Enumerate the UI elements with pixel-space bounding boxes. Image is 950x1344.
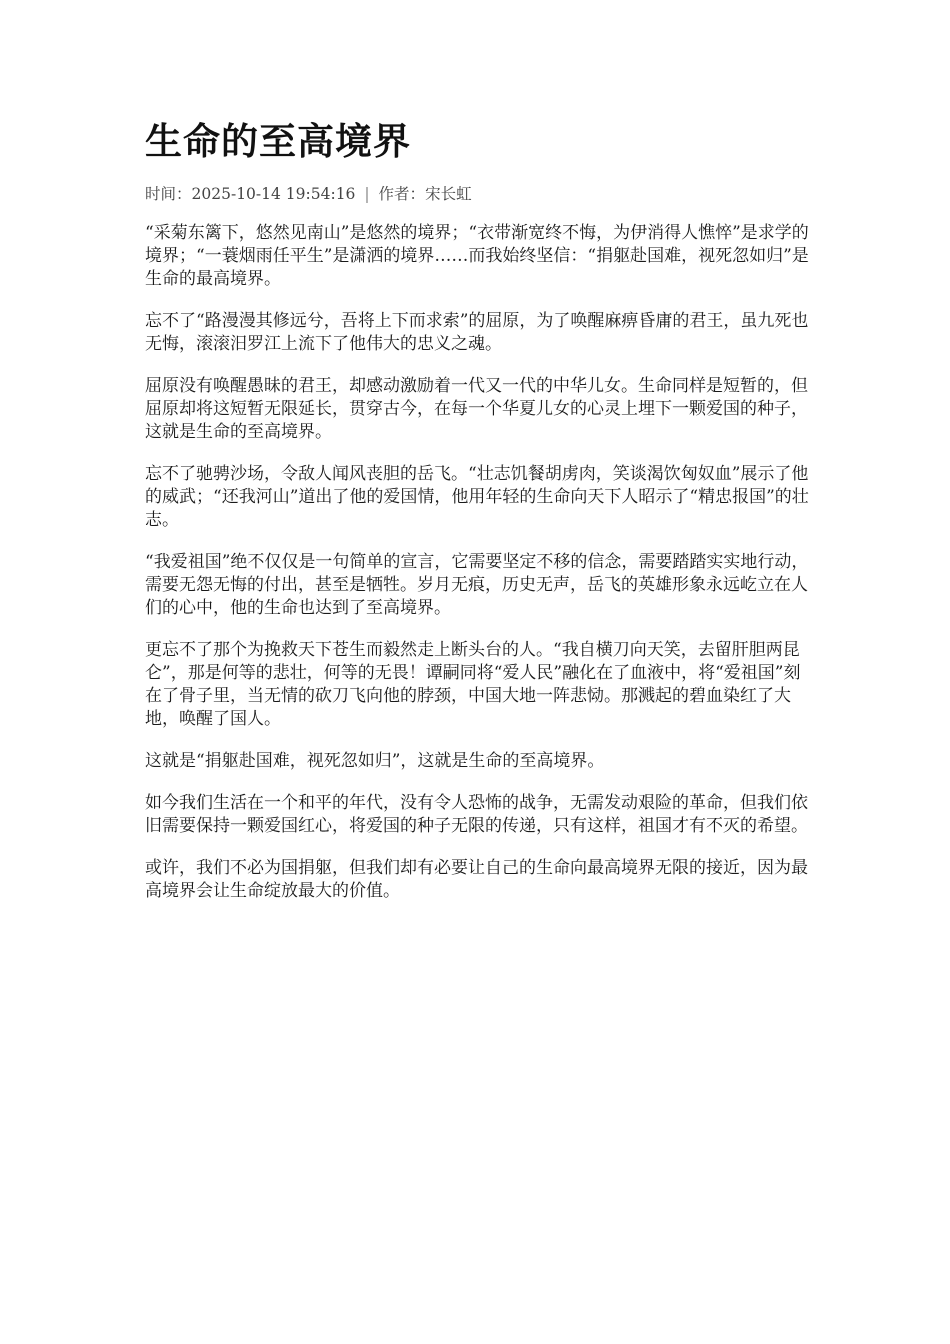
page-title: 生命的至高境界 bbox=[145, 119, 411, 163]
paragraph-8: 如今我们生活在一个和平的年代，没有令人恐怖的战争，无需发动艰险的革命，但我们依旧需要保持一颗爱国红心，将爱国的种子无限的传递，只有这样，祖国才有不灭的希望。 bbox=[145, 793, 808, 836]
meta-separator: | bbox=[364, 185, 370, 203]
paragraph-4: 忘不了驰骋沙场，令敌人闻风丧胆的岳飞。“壮志饥餐胡虏肉，笑谈渴饮匈奴血”展示了他的威武；“还我河山”道出了他的爱国情，他用年轻的生命向天下人昭示了“精忠报国”的壮志。 bbox=[145, 464, 809, 530]
paragraph-9: 或许，我们不必为国捐躯，但我们却有必要让自己的生命向最高境界无限的接近，因为最高境界会让生命绽放最大的价值。 bbox=[145, 858, 808, 901]
article bbox=[145, 118, 810, 922]
author-label: 作者： bbox=[378, 185, 426, 203]
paragraph-7: 这就是“捐躯赴国难，视死忽如归”，这就是生命的至高境界。 bbox=[145, 751, 605, 771]
paragraph-1: “采菊东篱下，悠然见南山”是悠然的境界；“衣带渐宽终不悔，为伊消得人憔悴”是求学的境界；“一蓑烟雨任平生”是潇洒的境界……而我始终坚信：“捐躯赴国难，视死忽如归”是生命的最高境界。 bbox=[145, 223, 809, 289]
time-value: 2025-10-14 19:54:16 bbox=[191, 185, 356, 203]
paragraph-5: “我爱祖国”绝不仅仅是一句简单的宣言，它需要坚定不移的信念，需要踏踏实实地行动，需要无怨无悔的付出，甚至是牺牲。岁月无痕，历史无声，岳飞的英雄形象永远屹立在人们的心中，他的生命也达到了至高境界。 bbox=[145, 552, 809, 618]
article-meta bbox=[145, 183, 810, 205]
time-label: 时间： bbox=[145, 185, 192, 203]
paragraph-3: 屈原没有唤醒愚昧的君王，却感动激励着一代又一代的中华儿女。生命同样是短暂的，但屈原却将这短暂无限延长，贯穿古今，在每一个华夏儿女的心灵上埋下一颗爱国的种子，这就是生命的至高境界。 bbox=[145, 376, 808, 442]
paragraph-2: 忘不了“路漫漫其修远兮，吾将上下而求索”的屈原，为了唤醒麻痹昏庸的君王，虽九死也无悔，滚滚汨罗江上流下了他伟大的忠义之魂。 bbox=[145, 311, 809, 354]
author-value: 宋长虹 bbox=[425, 185, 472, 203]
article-body bbox=[145, 222, 810, 903]
paragraph-6: 更忘不了那个为挽救天下苍生而毅然走上断头台的人。“我自横刀向天笑，去留肝胆两昆仑”，那是何等的悲壮，何等的无畏！谭嗣同将“爱人民”融化在了血液中，将“爱祖国”刻在了骨子里，当无情的砍刀飞向他的脖颈，中国大地一阵悲恸。那溅起的碧血染红了大地，唤醒了国人。 bbox=[145, 640, 801, 729]
